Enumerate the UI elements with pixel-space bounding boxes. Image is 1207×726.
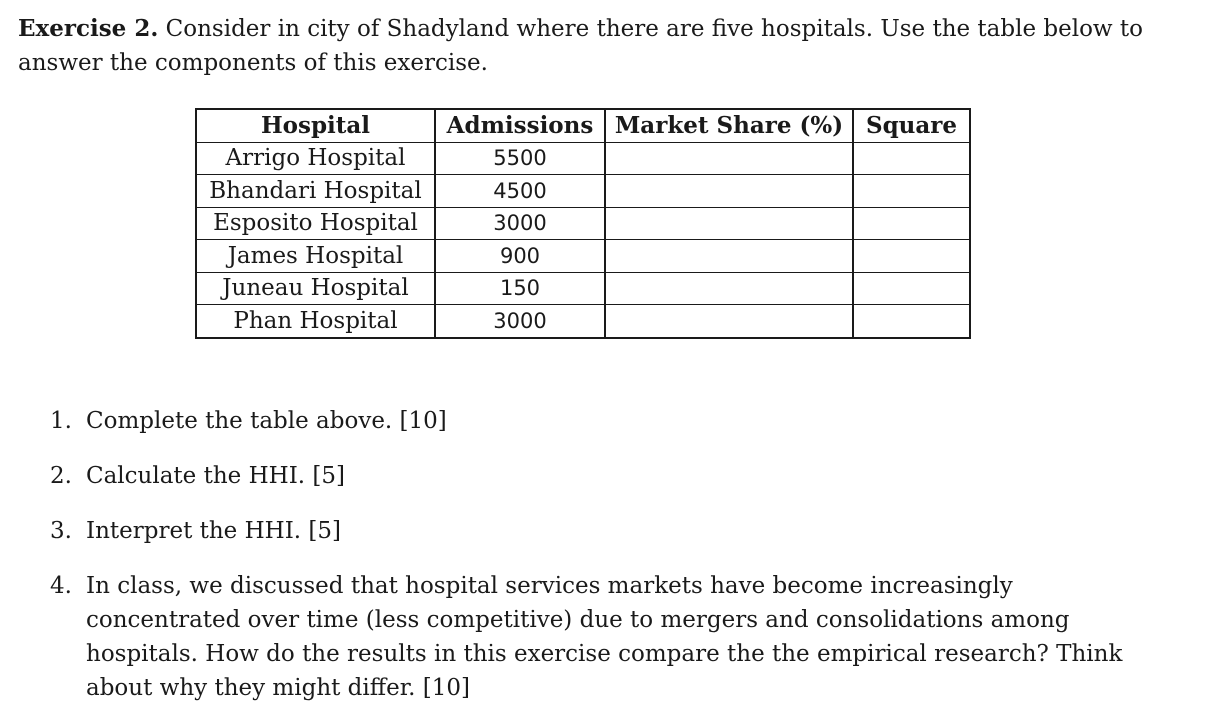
table-row [196,175,970,208]
market-share-cell [605,142,853,175]
exercise-intro-text: Consider in city of Shadyland where there are five hospitals. Use the table below to answer the components of this exercise. [18,16,1144,76]
market-share-cell [605,272,853,305]
table-row [196,240,970,273]
header-hospital: Hospital [196,109,435,142]
question-text: Calculate the HHI. [5] [86,463,345,489]
question-item [50,569,1160,705]
header-admissions: Admissions [435,109,605,142]
table-row [196,272,970,305]
table-row [196,142,970,175]
square-cell [853,207,970,240]
square-cell [853,142,970,175]
market-share-cell [605,305,853,338]
market-share-cell [605,240,853,273]
header-square: Square [853,109,970,142]
question-item [50,459,1160,493]
table-row [196,305,970,338]
admissions-cell: 4500 [435,175,605,208]
hospital-name-cell: Juneau Hospital [196,272,435,305]
exercise-label: Exercise 2. [18,15,159,42]
square-cell [853,272,970,305]
hospital-table [195,108,971,339]
hospital-name-cell: Arrigo Hospital [196,142,435,175]
question-list [50,404,1160,726]
hospital-name-cell: James Hospital [196,240,435,273]
table-row [196,207,970,240]
hospital-table-container [195,108,971,339]
question-text: In class, we discussed that hospital services markets have become increasingly concentrated over time (less competitive) due to mergers and consolidations among hospitals. How do the results in this exercise compare the the empirical research? Think about why they might differ. [10] [86,573,1123,701]
square-cell [853,305,970,338]
question-item [50,514,1160,548]
hospital-name-cell: Bhandari Hospital [196,175,435,208]
question-number: 3. [50,518,72,544]
admissions-cell: 3000 [435,207,605,240]
question-text: Complete the table above. [10] [86,408,447,434]
question-item [50,404,1160,438]
question-number: 4. [50,573,72,599]
admissions-cell: 900 [435,240,605,273]
market-share-cell [605,175,853,208]
admissions-cell: 5500 [435,142,605,175]
hospital-name-cell: Phan Hospital [196,305,435,338]
exercise-intro [18,12,1178,80]
question-number: 2. [50,463,72,489]
question-number: 1. [50,408,72,434]
admissions-cell: 150 [435,272,605,305]
table-header-row [196,109,970,142]
admissions-cell: 3000 [435,305,605,338]
square-cell [853,240,970,273]
square-cell [853,175,970,208]
hospital-name-cell: Esposito Hospital [196,207,435,240]
market-share-cell [605,207,853,240]
header-market-share: Market Share (%) [605,109,853,142]
question-text: Interpret the HHI. [5] [86,518,342,544]
